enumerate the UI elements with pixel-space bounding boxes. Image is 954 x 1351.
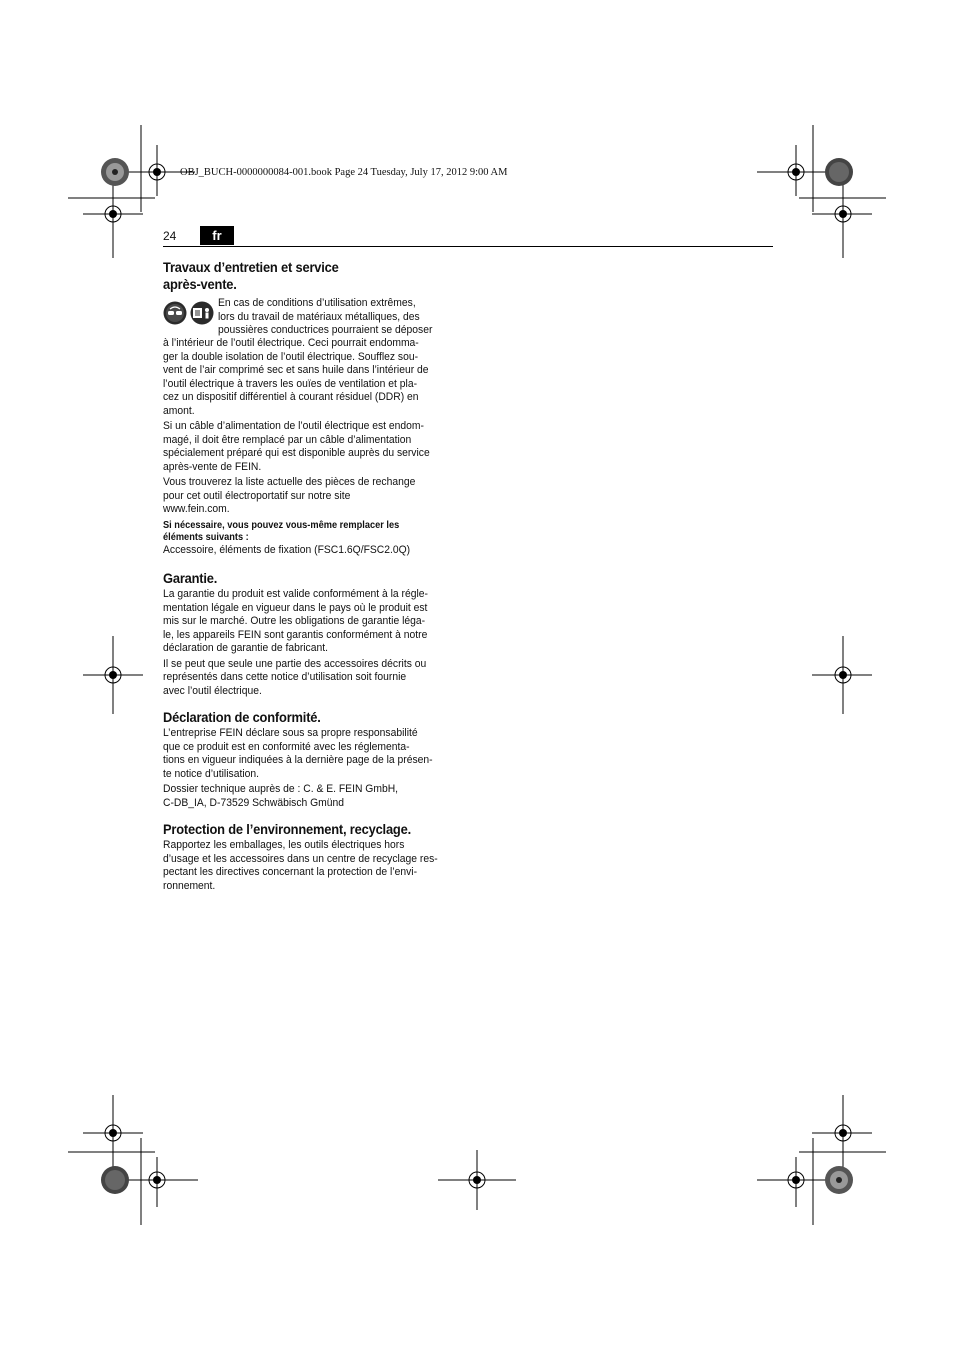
text-line: pectant les directives concernant la protection de l’envi- xyxy=(163,866,418,878)
text-line: d’usage et les accessoires dans un centre de recyclage res- xyxy=(163,852,438,865)
text-line: mentation légale en vigueur dans le pays où le produit est xyxy=(163,601,428,614)
text-line: après-vente de FEIN. xyxy=(163,460,262,473)
text-line: tions en vigueur indiquées à la dernière page de la présen- xyxy=(163,754,433,766)
text-line: mis sur le marché. Outre les obligations de garantie léga- xyxy=(163,615,426,627)
maintenance-body xyxy=(163,337,463,557)
section-maintenance xyxy=(163,259,463,293)
text-line: Vous trouverez la liste actuelle des pièces de rechange xyxy=(163,476,416,488)
bold-note-cont: éléments suivants : xyxy=(163,531,249,543)
section-title-cont: après-vente. xyxy=(163,276,237,292)
text-line: Il se peut que seule une partie des accessoires décrits ou xyxy=(163,657,427,670)
text-line: www.fein.com. xyxy=(163,503,230,515)
book-info-line: OBJ_BUCH-0000000084-001.book Page 24 Tuesday, July 17, 2012 9:00 AM xyxy=(180,167,508,178)
text-line: magé, il doit être remplacé par un câble d’alimentation xyxy=(163,433,412,446)
section-title: Garantie. xyxy=(163,570,218,586)
header-rule xyxy=(163,246,773,247)
text-line: cez un dispositif différentiel à courant résiduel (DDR) en xyxy=(163,391,419,403)
text-line: te notice d’utilisation. xyxy=(163,767,259,780)
text-line: L’entreprise FEIN déclare sous sa propre responsabilité xyxy=(163,727,418,739)
text-line: ger la double isolation de l’outil électrique. Soufflez sou- xyxy=(163,350,419,363)
read-manual-icon xyxy=(191,302,214,325)
text-line: Si un câble d’alimentation de l’outil électrique est endom- xyxy=(163,420,424,432)
text-line: ronnement. xyxy=(163,879,216,892)
bold-note: Si nécessaire, vous pouvez vous-même remplacer les xyxy=(163,518,400,531)
maintenance-intro xyxy=(218,297,468,338)
section-title: Protection de l’environnement, recyclage. xyxy=(163,821,411,837)
text-line: spécialement préparé qui est disponible auprès du service xyxy=(163,447,430,459)
text-line: déclaration de garantie de fabricant. xyxy=(163,642,328,654)
page-number: 24 xyxy=(163,229,177,243)
text-line: Rapportez les emballages, les outils électriques hors xyxy=(163,839,405,851)
text-line: amont. xyxy=(163,404,195,417)
text-line: l’outil électrique à travers les ouïes de ventilation et pla- xyxy=(163,377,418,390)
eye-protection-icon xyxy=(164,302,187,325)
text-line: lors du travail de matériaux métalliques, des xyxy=(218,310,420,323)
section-title: Travaux d’entretien et service xyxy=(163,259,339,275)
text-line: que ce produit est en conformité avec les réglementa- xyxy=(163,740,410,753)
section-warranty xyxy=(163,570,463,698)
text-line: à l’intérieur de l’outil électrique. Ceci pourrait endomma- xyxy=(163,337,419,349)
text-line: La garantie du produit est valide conformément à la régle- xyxy=(163,588,428,600)
text-line: poussières conductrices pourraient se déposer xyxy=(218,324,433,336)
parts-line: Accessoire, éléments de fixation (FSC1.6Q/FSC2.0Q) xyxy=(163,543,411,556)
text-line: avec l’outil électrique. xyxy=(163,684,262,697)
section-environment xyxy=(163,821,463,893)
text-line: le, les appareils FEIN sont garantis conformément à notre xyxy=(163,628,428,641)
text-line: pour cet outil électroportatif sur notre site xyxy=(163,489,351,502)
section-conformity xyxy=(163,709,463,810)
text-line: En cas de conditions d’utilisation extrêmes, xyxy=(218,297,416,309)
text-line: C-DB_IA, D-73529 Schwäbisch Gmünd xyxy=(163,796,345,809)
text-line: représentés dans cette notice d’utilisation soit fournie xyxy=(163,671,407,683)
text-line: vent de l’air comprimé sec et sans huile dans l’intérieur de xyxy=(163,364,429,376)
language-tab: fr xyxy=(200,226,234,245)
safety-icons xyxy=(163,301,215,325)
text-line: Dossier technique auprès de : C. & E. FEIN GmbH, xyxy=(163,783,399,795)
section-title: Déclaration de conformité. xyxy=(163,709,321,725)
